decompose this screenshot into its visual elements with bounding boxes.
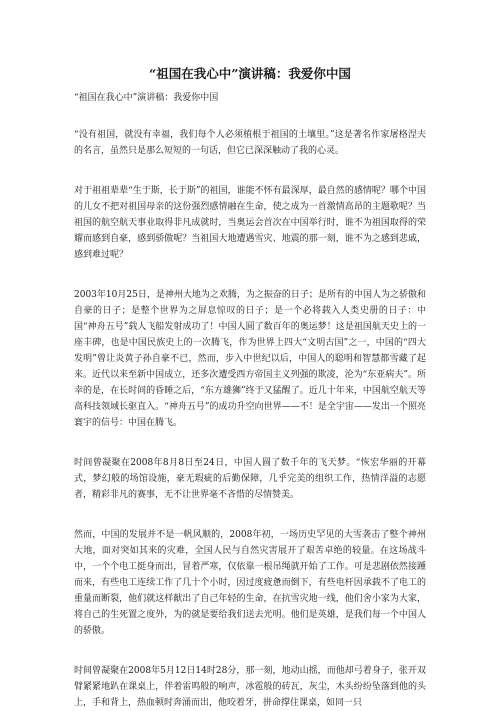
document-title: “祖国在我心中”演讲稿：我爱你中国 (149, 66, 351, 81)
paragraph-quote: “没有祖国，就没有幸福，我们每个人必须植根于祖国的土壤里。”这是著名作家屠格涅夫的名言，虽然只是那么短短的一句话，但它已深深触动了我的心灵。 (74, 130, 426, 156)
document-subtitle: “祖国在我心中”演讲稿：我爱你中国 (74, 93, 219, 103)
paragraph-earthquake: 时间曾凝聚在2008年5月12日14时28分，那一刻，地动山摇，而他却弓着身子，张开双臂紧紧地趴在课桌上，伴着雷鸣般的响声，冰雹般的砖瓦，灰尘，木头纷纷坠落到他的头上，手和背上，热血顿时奔涌而出，他咬着牙，拼命撑住课桌，如同一只 (74, 666, 426, 708)
paragraph-shenzhou: 2003年10月25日，是神州大地为之欢腾，为之振奋的日子；是所有的中国人为之骄傲和自豪的日子；是整个世界为之屏息惊叹的日子；是一个必将载入人类史册的日子：中国“神舟五号”载人飞船发射成功了！中国人圆了数百年的奥运梦！这是祖国航天史上的一座丰碑，也是中国民族史上的一次腾飞，作为世界上四大“文明古国”之一，中国的“四大发明”曾让炎黄子孙自豪不已，然而，步入中世纪以后，中国人的聪明和智慧都雪藏了起来。近代以来至新中国成立，还多次遭受西方帝国主义列强的欺凌，沦为“东亚病夫”。所幸的是，在长时间的昏睡之后，“东方雄狮”终于又猛醒了。近几十年来，中国航空航天等高科技领域长驱直入。“神舟五号”的成功升空向世界——不！是全宇宙——发出一个照亮寰宇的信号：中国在腾飞。 (74, 290, 426, 428)
paragraph-snowstorm: 然而，中国的发展并不是一帆风顺的，2008年初，一场历史罕见的大雪袭击了整个神州大地，面对突如其来的灾难，全国人民与自然灾害展开了艰苦卓绝的较量。在这场战斗中，一个个电工挺身而出，冒着严寒，仅依靠一根吊绳就开始了工作。可是悲剧依然接踵而来，有些电工连续工作了几十个小时，因过度疲惫而倒下，有些电杆因承载不了电工的重量而断裂，他们就这样献出了自己年轻的生命，在抗雪灾地一线，他们舍小家为大家，将自己的生死置之度外，为的就是要给我们送去光明。他们是英雄，是我们每一个中国人的骄傲。 (74, 530, 426, 636)
paragraph-olympics: 时间曾凝聚在2008年8月8日至24日，中国人圆了数千年的飞天梦。“恢宏华丽的开幕式，梦幻般的场馆设施，豪无瑕疵的后勤保障，几乎完美的组织工作，热情洋溢的志愿者，精彩非凡的赛事，无不让世界毫不吝惜的尽情赞美。 (74, 458, 426, 500)
paragraph-feelings: 对于祖祖辈辈“生于斯，长于斯”的祖国，谁能不怀有最深厚，最自然的感情呢？哪个中国的儿女不把对祖国母亲的这份强烈感情融在生命，使之成为一首激情高昂的主题歌呢？当祖国的航空航天事业取得非凡成就时，当奥运会首次在中国举行时，谁不为祖国取得的荣耀而感到自豪，感到骄傲呢？当祖国大地遭遇雪灾、地震的那一刻，谁不为之感到悲戚，感到难过呢？ (74, 186, 426, 260)
